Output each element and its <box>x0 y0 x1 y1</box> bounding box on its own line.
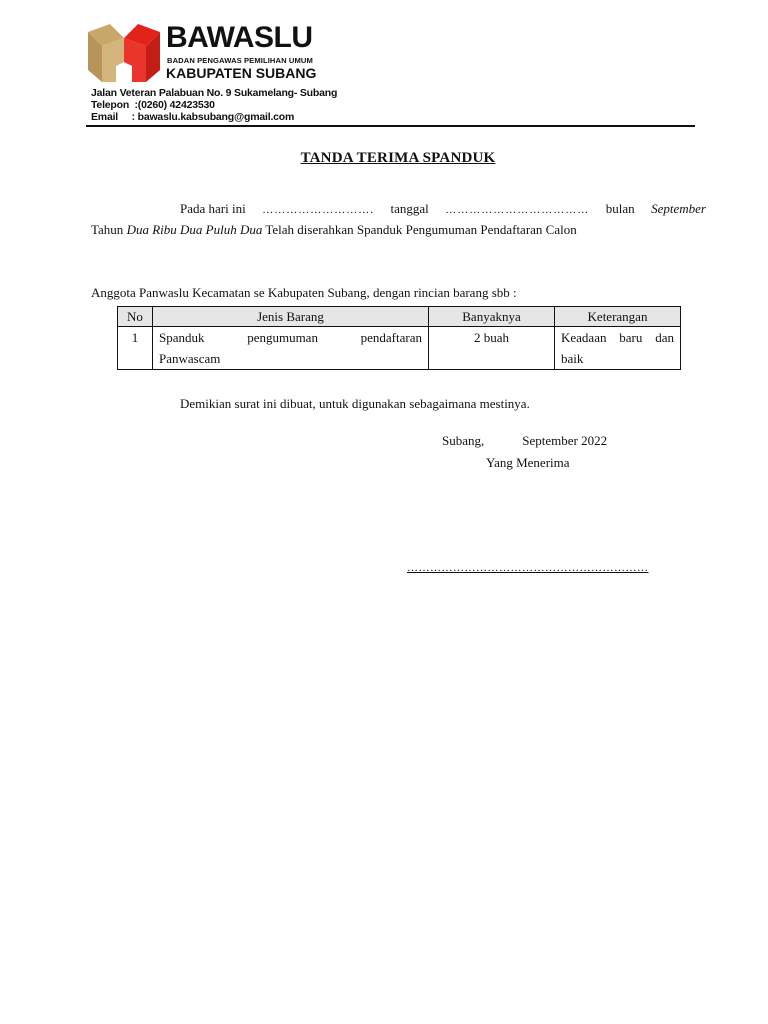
receiver-label: Yang Menerima <box>486 455 570 470</box>
table-header-row <box>118 307 681 327</box>
header-no: No <box>118 307 153 327</box>
text-year: Dua Ribu Dua Puluh Dua <box>126 222 263 237</box>
header-keterangan: Keterangan <box>555 307 681 327</box>
item-word: Spanduk <box>159 330 205 345</box>
paragraph-opening-line2 <box>91 221 577 238</box>
text-bulan: bulan <box>605 201 635 216</box>
bawaslu-logo-icon <box>88 22 160 84</box>
date: September 2022 <box>522 433 608 448</box>
text-month: September <box>651 201 706 216</box>
phone-line: Telepon :(0260) 42423530 <box>91 99 215 111</box>
document-title: TANDA TERIMA SPANDUK <box>300 150 496 166</box>
text-tanggal: tanggal <box>390 201 429 216</box>
note-word: baik <box>561 351 584 366</box>
org-full-name: BADAN PENGAWAS PEMILIHAN UMUM <box>167 56 313 65</box>
text-handover: Telah diserahkan Spanduk Pengumuman Pendaftaran Calon <box>265 222 577 237</box>
cell-item <box>153 327 429 370</box>
org-name: BAWASLU <box>166 21 313 54</box>
note-word: baru <box>619 330 643 345</box>
items-table <box>117 306 681 370</box>
place-date <box>442 432 607 449</box>
cell-no: 1 <box>118 327 153 370</box>
paragraph-opening-line1 <box>180 200 706 219</box>
cell-qty: 2 buah <box>429 327 555 370</box>
closing-statement: Demikian surat ini dibuat, untuk digunakan sebagaimana mestinya. <box>180 396 530 411</box>
address-line: Jalan Veteran Palabuan No. 9 Sukamelang- Subang <box>91 87 338 99</box>
paragraph-recipients: Anggota Panwaslu Kecamatan se Kabupaten Subang, dengan rincian barang sbb : <box>91 285 517 300</box>
blank-day-dots: ………………………. <box>262 204 374 216</box>
place: Subang, <box>442 433 485 448</box>
header-jenis-barang: Jenis Barang <box>153 307 429 327</box>
letterhead-divider <box>86 125 695 127</box>
item-word: Panwascam <box>159 351 221 366</box>
email-line: Email : bawaslu.kabsubang@gmail.com <box>91 111 295 123</box>
item-word: pengumuman <box>247 330 318 345</box>
blank-date-dots: ……………………………… <box>445 204 590 216</box>
cell-note <box>555 327 681 370</box>
note-word: Keadaan <box>561 330 607 345</box>
note-word: dan <box>655 330 674 345</box>
signature-line: ……………………………………………………… <box>407 562 649 574</box>
org-region: KABUPATEN SUBANG <box>166 65 317 81</box>
table-row <box>118 327 681 370</box>
header-banyaknya: Banyaknya <box>429 307 555 327</box>
text-tahun: Tahun <box>91 222 124 237</box>
text-pada-hari-ini: Pada hari ini <box>180 201 246 216</box>
item-word: pendaftaran <box>360 330 422 345</box>
